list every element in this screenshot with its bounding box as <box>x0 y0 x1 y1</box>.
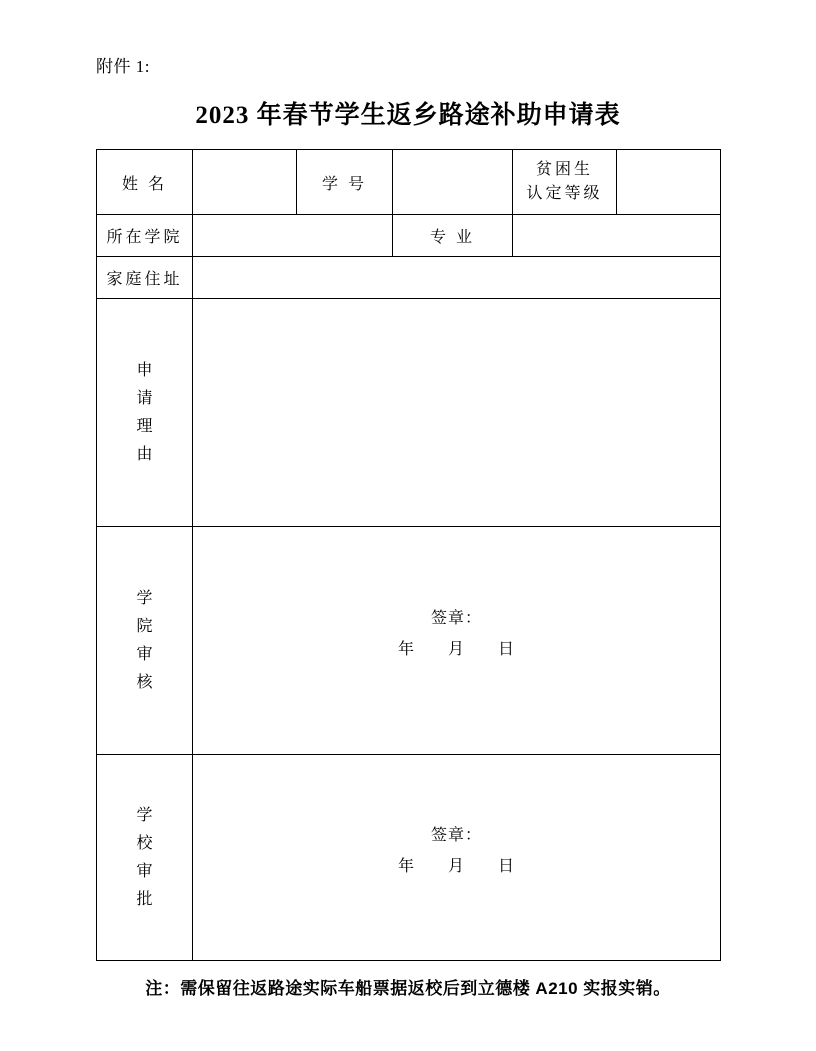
major-label: 专 业 <box>393 215 513 257</box>
college-review-field[interactable] <box>193 527 721 755</box>
student-id-label: 学 号 <box>297 150 393 215</box>
table-row <box>97 299 721 527</box>
school-approval-label <box>97 755 193 961</box>
poverty-level-label-line2: 认定等级 <box>526 185 603 202</box>
address-field[interactable] <box>193 257 721 299</box>
college-review-label-char: 审 <box>136 645 153 663</box>
name-field[interactable] <box>193 150 297 215</box>
college-review-date-line <box>193 636 720 659</box>
college-review-signature-area <box>193 605 720 677</box>
college-review-label-char: 学 <box>136 589 153 607</box>
school-approval-label-char: 审 <box>136 862 153 880</box>
date-day-label: 日 <box>498 857 516 875</box>
school-approval-date-line <box>193 853 720 876</box>
college-review-label <box>97 527 193 755</box>
table-row <box>97 257 721 299</box>
college-review-label-char: 核 <box>136 673 153 691</box>
school-approval-label-char: 批 <box>136 890 153 908</box>
college-review-label-char: 院 <box>136 617 153 635</box>
attachment-label: 附件 1: <box>96 57 150 76</box>
reason-label-char: 由 <box>136 445 153 463</box>
reason-label-char: 申 <box>136 361 153 379</box>
major-field[interactable] <box>513 215 721 257</box>
name-label: 姓 名 <box>97 150 193 215</box>
page-title: 2023 年春节学生返乡路途补助申请表 <box>195 102 621 129</box>
address-label: 家庭住址 <box>97 257 193 299</box>
college-field[interactable] <box>193 215 393 257</box>
table-row <box>97 150 721 215</box>
reason-label-char: 请 <box>136 389 153 407</box>
reason-label-char: 理 <box>136 417 153 435</box>
date-day-label: 日 <box>498 640 516 658</box>
poverty-level-label-line1: 贫困生 <box>535 161 593 178</box>
application-form-table <box>96 149 721 961</box>
date-year-label: 年 <box>397 857 415 875</box>
reason-label <box>97 299 193 527</box>
school-approval-label-char: 学 <box>136 806 153 824</box>
date-month-label: 月 <box>447 640 465 658</box>
college-label: 所在学院 <box>97 215 193 257</box>
poverty-level-label <box>513 150 617 215</box>
date-year-label: 年 <box>397 640 415 658</box>
date-month-label: 月 <box>447 857 465 875</box>
school-approval-seal-label: 签章： <box>430 826 482 844</box>
school-approval-field[interactable] <box>193 755 721 961</box>
reason-field[interactable] <box>193 299 721 527</box>
college-review-seal-label: 签章： <box>430 609 482 627</box>
student-id-field[interactable] <box>393 150 513 215</box>
table-row <box>97 215 721 257</box>
table-row <box>97 527 721 755</box>
school-approval-label-char: 校 <box>136 834 153 852</box>
poverty-level-field[interactable] <box>617 150 721 215</box>
school-approval-signature-area <box>193 822 720 894</box>
table-row <box>97 755 721 961</box>
form-note: 注：需保留往返路途实际车船票据返校后到立德楼 A210 实报实销。 <box>145 979 671 998</box>
